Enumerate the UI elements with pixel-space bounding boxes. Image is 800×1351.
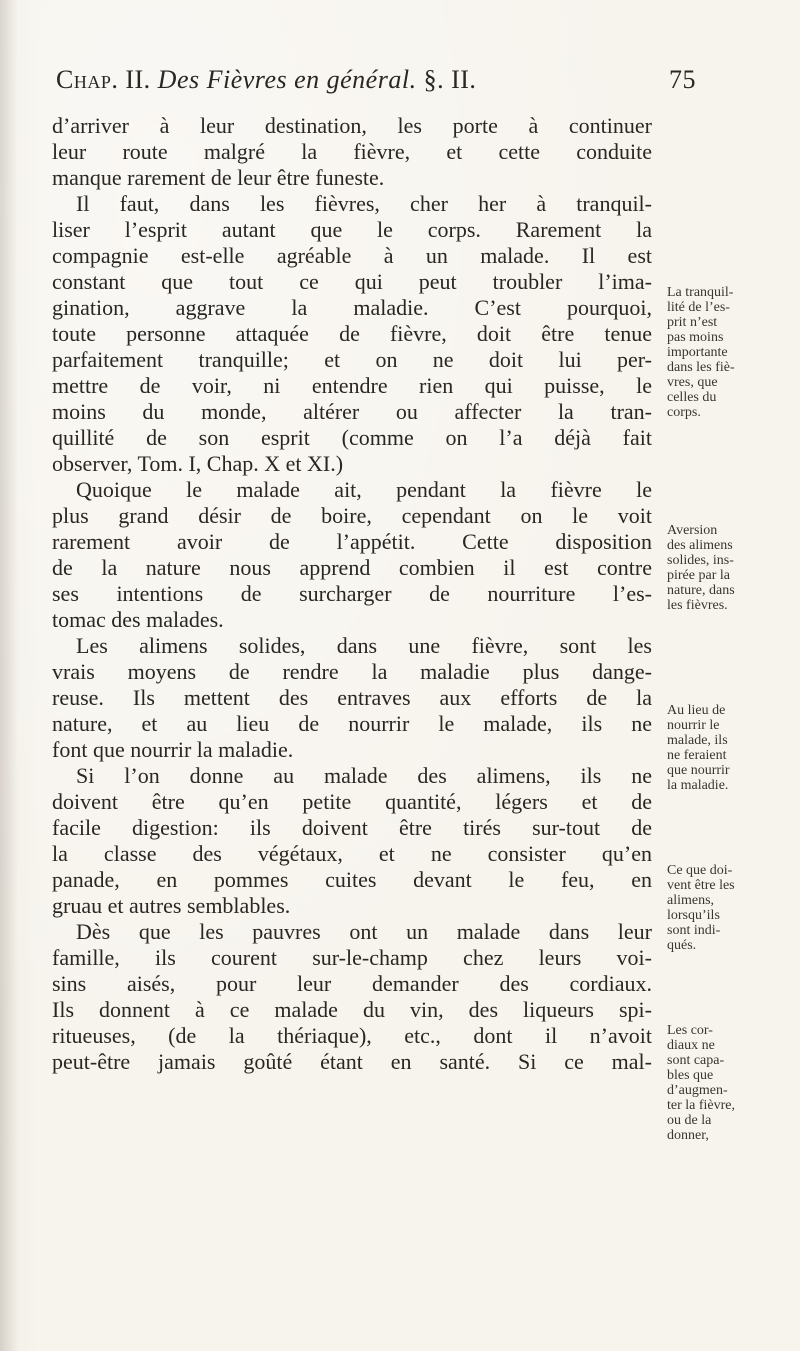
margin-note-line: diaux ne	[667, 1038, 715, 1053]
text-line: gruau et autres semblables.	[52, 893, 291, 918]
margin-note-line: sont capa-	[667, 1053, 725, 1068]
margin-note-line: pas moins	[667, 330, 724, 345]
section-label: §. II.	[423, 65, 477, 94]
text-line: peut-être jamais goûté étant en santé. Si ce mal-	[52, 1049, 652, 1074]
margin-note-line: ter la fièvre,	[667, 1098, 736, 1113]
margin-note-line: pirée par la	[667, 568, 730, 583]
margin-note-line: solides, ins-	[667, 553, 734, 568]
text-line: plus grand désir de boire, cependant on le voit	[52, 503, 652, 528]
margin-note-line: malade, ils	[667, 733, 728, 748]
margin-note-line: lité de l’es-	[667, 300, 730, 315]
text-line: facile digestion: ils doivent être tirés sur-tout de	[52, 815, 652, 840]
margin-note-line: sont indi-	[667, 923, 721, 938]
text-line: nature, et au lieu de nourrir le malade, ils ne	[52, 711, 652, 736]
running-head	[56, 65, 696, 95]
page-number: 75	[669, 65, 696, 94]
margin-note-line: Les cor-	[667, 1023, 713, 1038]
text-line: famille, ils courent sur-le-champ chez leurs voi-	[52, 945, 652, 970]
text-line: observer, Tom. I, Chap. X et XI.)	[52, 451, 344, 476]
margin-note-line: La tranquil-	[667, 285, 734, 300]
text-line: reuse. Ils mettent des entraves aux efforts de la	[52, 685, 652, 710]
margin-note-line: bles que	[667, 1068, 714, 1083]
chapter-title: Des Fièvres en général.	[157, 65, 417, 94]
margin-note-line: les fièvres.	[667, 598, 728, 613]
chapter-label: Chap. II.	[56, 65, 151, 94]
margin-note	[667, 863, 792, 953]
text-line: de la nature nous apprend combien il est contre	[52, 555, 652, 580]
margin-note-line: nature, dans	[667, 583, 735, 598]
text-line: vrais moyens de rendre la maladie plus dange-	[52, 659, 652, 684]
margin-note-line: nourrir le	[667, 718, 720, 733]
text-line: parfaitement tranquille; et on ne doit lui per-	[52, 347, 652, 372]
margin-note-line: ne feraient	[667, 748, 727, 763]
text-line: constant que tout ce qui peut troubler l’ima-	[52, 269, 652, 294]
text-line: compagnie est-elle agréable à un malade. Il est	[52, 243, 652, 268]
body-text	[52, 113, 652, 1075]
margin-note-line: alimens,	[667, 893, 715, 908]
text-line: Il faut, dans les fièvres, cher her à tranquil-	[76, 191, 652, 216]
margin-note	[667, 523, 792, 613]
text-line: doivent être qu’en petite quantité, légers et de	[52, 789, 652, 814]
margin-note	[667, 1023, 792, 1143]
text-line: rarement avoir de l’appétit. Cette disposition	[52, 529, 652, 554]
margin-note-line: celles du	[667, 390, 717, 405]
margin-note-line: lorsqu’ils	[667, 908, 720, 923]
text-line: toute personne attaquée de fièvre, doit être tenue	[52, 321, 652, 346]
margin-note	[667, 703, 792, 793]
margin-note-line: vres, que	[667, 375, 718, 390]
margin-note-line: corps.	[667, 405, 701, 420]
text-line: Si l’on donne au malade des alimens, ils ne	[76, 763, 652, 788]
margin-note-line: donner,	[667, 1128, 709, 1143]
text-line: ritueuses, (de la thériaque), etc., dont il n’avoit	[52, 1023, 652, 1048]
text-line: sins aisés, pour leur demander des cordiaux.	[52, 971, 652, 996]
margin-note-line: ou de la	[667, 1113, 712, 1128]
margin-note-line: qués.	[667, 938, 697, 953]
text-line: ses intentions de surcharger de nourriture l’es-	[52, 581, 652, 606]
page-edge-shadow	[0, 0, 18, 1351]
margin-note-line: Aversion	[667, 523, 718, 538]
margin-note-line: prit n’est	[667, 315, 718, 330]
margin-note-line: Au lieu de	[667, 703, 726, 718]
margin-note-line: Ce que doi-	[667, 863, 733, 878]
text-line: tomac des malades.	[52, 607, 224, 632]
text-line: mettre de voir, ni entendre rien qui puisse, le	[52, 373, 652, 398]
text-line: Les alimens solides, dans une fièvre, sont les	[76, 633, 652, 658]
margin-note-line: des alimens	[667, 538, 733, 553]
text-line: panade, en pommes cuites devant le feu, en	[52, 867, 652, 892]
text-line: liser l’esprit autant que le corps. Rarement la	[52, 217, 652, 242]
text-line: Dès que les pauvres ont un malade dans leur	[76, 919, 652, 944]
text-line: gination, aggrave la maladie. C’est pourquoi,	[52, 295, 652, 320]
margin-note	[667, 285, 792, 420]
text-line: font que nourrir la maladie.	[52, 737, 294, 762]
margin-note-line: que nourrir	[667, 763, 730, 778]
margin-note-line: la maladie.	[667, 778, 729, 793]
text-line: leur route malgré la fièvre, et cette conduite	[52, 139, 652, 164]
text-line: Quoique le malade ait, pendant la fièvre le	[76, 477, 652, 502]
margin-note-line: dans les fiè-	[667, 360, 735, 375]
text-line: la classe des végétaux, et ne consister qu’en	[52, 841, 652, 866]
text-line: manque rarement de leur être funeste.	[52, 165, 385, 190]
text-line: moins du monde, altérer ou affecter la tran-	[52, 399, 652, 424]
text-line: quillité de son esprit (comme on l’a déjà fait	[52, 425, 652, 450]
margin-note-line: vent être les	[667, 878, 735, 893]
text-line: Ils donnent à ce malade du vin, des liqueurs spi-	[52, 997, 652, 1022]
margin-note-line: importante	[667, 345, 728, 360]
text-line: d’arriver à leur destination, les porte à continuer	[52, 113, 652, 138]
margin-note-line: d’augmen-	[667, 1083, 728, 1098]
